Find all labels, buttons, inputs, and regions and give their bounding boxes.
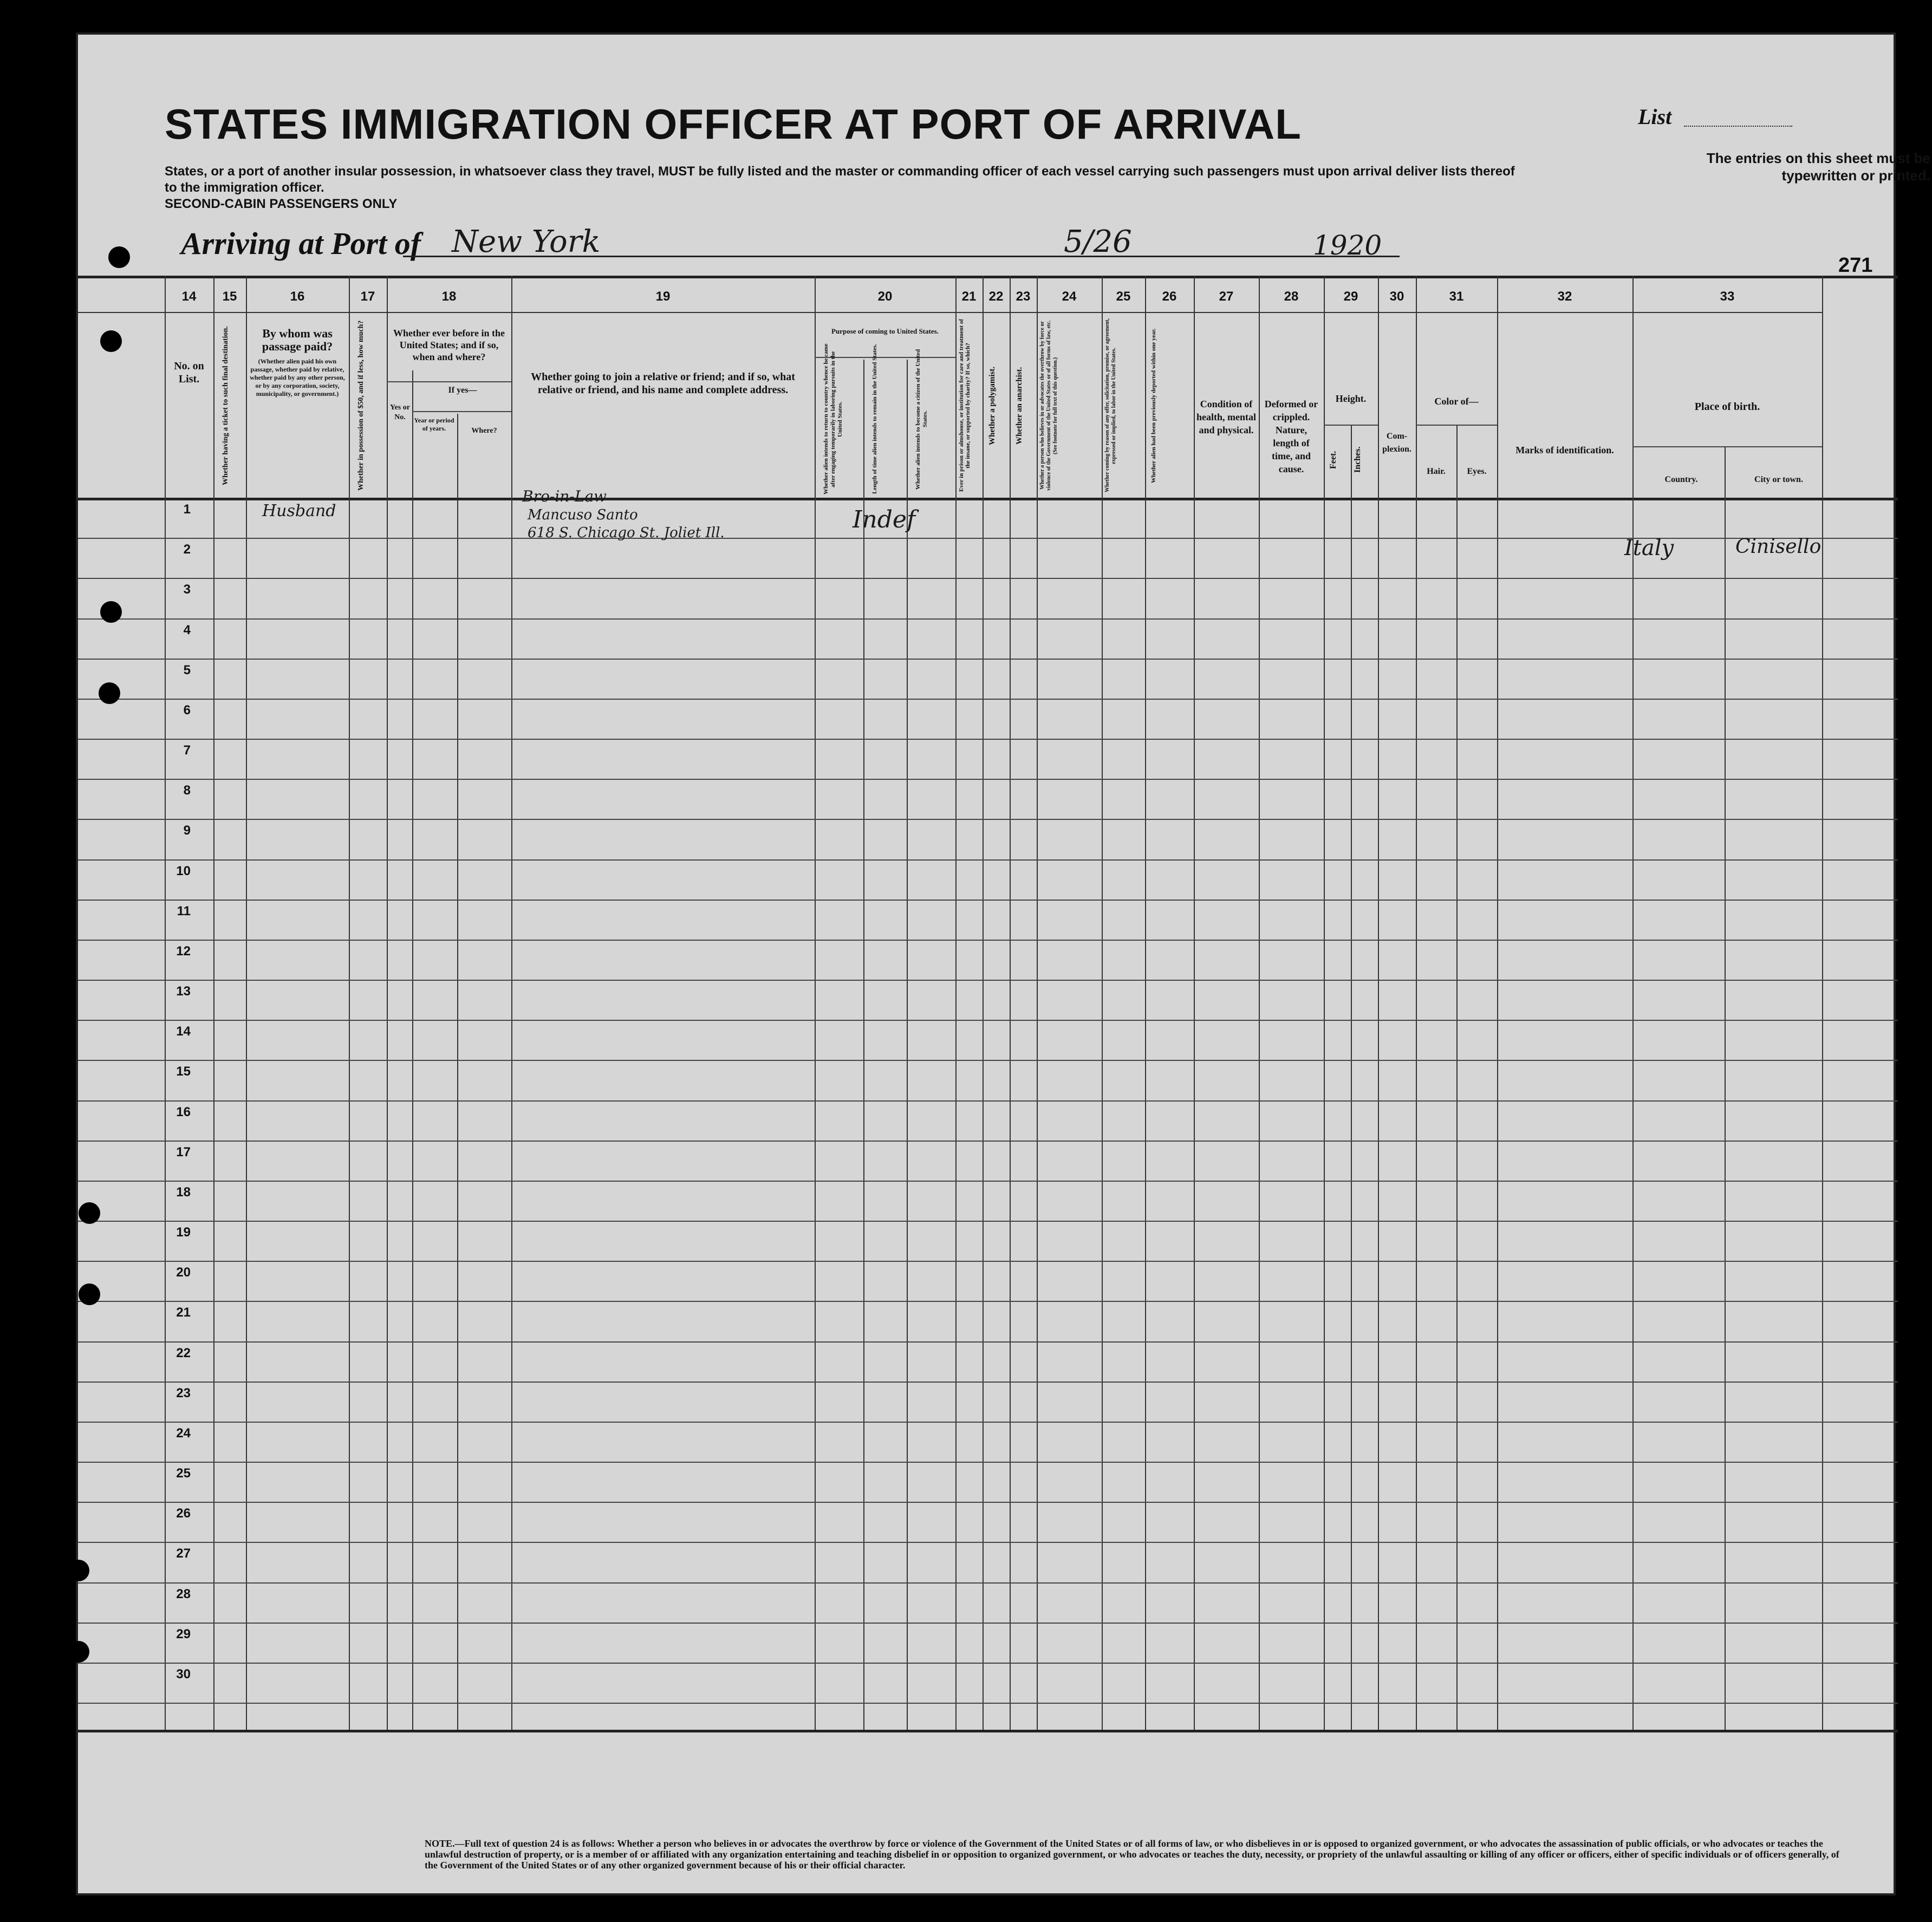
- col33-country: Country.: [1664, 475, 1698, 484]
- row-number: 21: [176, 1305, 191, 1320]
- row-number: 10: [176, 863, 191, 878]
- col29-feet: Feet.: [1329, 451, 1338, 469]
- col16-subtitle: (Whether alien paid his own passage, whether paid by relative, whether paid by any other person, or by any corporation, society, municipality, or government.): [250, 357, 345, 398]
- col18-year: Year or period of years.: [414, 416, 454, 432]
- row-line: [78, 1301, 1898, 1302]
- column-divider: [1037, 276, 1038, 1730]
- year-handwritten: 1920: [1313, 230, 1382, 261]
- row-number: 22: [176, 1345, 191, 1360]
- col-num-18: 18: [441, 289, 457, 304]
- row-number: 23: [176, 1385, 191, 1400]
- row-line: [78, 1060, 1898, 1061]
- row-line: [78, 1703, 1898, 1704]
- subcolumn-divider: [412, 370, 413, 1730]
- row-number: 9: [183, 823, 191, 838]
- column-divider: [1416, 276, 1417, 1730]
- col19-header: Whether going to join a relative or friend; and if so, what relative or friend, and his name and complete address.: [531, 371, 795, 396]
- column-divider: [815, 276, 816, 1730]
- row-number: 8: [183, 783, 191, 798]
- col20a-header: Whether alien intends to return to country whence he came after engaging temporarily in laboring pursuits in the United States.: [823, 343, 843, 495]
- instruction-line-2: SECOND-CABIN PASSENGERS ONLY: [165, 197, 398, 211]
- subheader-rule: [412, 411, 511, 412]
- column-number-row-border: [78, 312, 1822, 313]
- col28-header: Deformed or crippled. Nature, length of time, and cause.: [1264, 399, 1318, 474]
- row-line: [78, 699, 1898, 700]
- col-num-23: 23: [1016, 289, 1031, 304]
- column-divider: [1497, 276, 1498, 1730]
- punch-hole: [108, 246, 130, 268]
- col22-header: Whether a polygamist.: [988, 366, 997, 445]
- row-number: 2: [183, 542, 191, 557]
- col26-header: Whether alien had been previously deported within one year.: [1150, 328, 1157, 483]
- col-num-31: 31: [1449, 289, 1464, 304]
- col23-header: Whether an anarchist.: [1015, 367, 1024, 445]
- row-number: 16: [176, 1104, 191, 1119]
- column-divider: [1378, 276, 1379, 1730]
- row-line: [78, 1462, 1898, 1463]
- subcolumn-divider: [457, 414, 458, 1730]
- col20-header: Purpose of coming to United States.: [831, 327, 939, 335]
- col33-header: Place of birth.: [1694, 401, 1760, 413]
- row-line: [78, 859, 1898, 861]
- row-line: [78, 980, 1898, 981]
- subheader-rule: [1416, 425, 1497, 426]
- table-top-border: [78, 276, 1898, 278]
- column-divider: [1822, 276, 1823, 1730]
- entry-relative-address: 618 S. Chicago St. Joliet Ill.: [528, 525, 725, 541]
- col-num-25: 25: [1116, 289, 1131, 304]
- row-number: 7: [183, 743, 191, 758]
- row-number: 4: [183, 622, 191, 637]
- row-line: [78, 940, 1898, 941]
- row-number: 19: [176, 1225, 191, 1240]
- row-number: 5: [183, 662, 191, 677]
- col21-header: Ever in prison or almshouse, or institution for care and treatment of the insane, or supported by charity? If so, which?: [958, 319, 971, 492]
- col20c-header: Whether alien intends to become a citizen of the United States.: [915, 349, 928, 490]
- col30-header: Com- plexion.: [1382, 432, 1411, 454]
- col-num-27: 27: [1219, 289, 1234, 304]
- row-number: 13: [176, 984, 191, 999]
- col-num-30: 30: [1389, 289, 1404, 304]
- row-line: [78, 1261, 1898, 1262]
- arriving-label: Arriving at Port of: [181, 226, 421, 261]
- col-num-14: 14: [181, 289, 197, 304]
- col-num-32: 32: [1557, 289, 1572, 304]
- col18-header: Whether ever before in the United States; and if so, when and where?: [393, 328, 505, 362]
- subcolumn-divider: [1456, 425, 1458, 1730]
- row-line: [78, 1100, 1898, 1102]
- page-number: 271: [1838, 254, 1873, 277]
- entry-relative-name: Mancuso Santo: [528, 507, 638, 523]
- table-bottom-border: [78, 1730, 1898, 1732]
- list-number-line: [1684, 126, 1792, 127]
- row-number: 12: [176, 943, 191, 959]
- column-divider: [1010, 276, 1011, 1730]
- col-num-19: 19: [655, 289, 671, 304]
- row-line: [78, 659, 1898, 660]
- punch-hole: [68, 1560, 89, 1581]
- subheader-rule: [387, 381, 511, 382]
- col24-header: Whether a person who believes in or advocates the overthrow by force or violence of the Government of the United States or of all forms of law, etc. (See footnote for full text of this question.): [1039, 320, 1058, 491]
- header-bottom-border: [78, 498, 1898, 500]
- row-line: [78, 578, 1898, 579]
- row-line: [78, 1422, 1898, 1423]
- row-line: [78, 779, 1898, 780]
- entry-passage-paid: Husband: [262, 501, 336, 520]
- row-line: [78, 1020, 1898, 1021]
- col-num-29: 29: [1343, 289, 1358, 304]
- punch-hole: [79, 1283, 100, 1305]
- col-num-28: 28: [1284, 289, 1299, 304]
- punch-hole: [100, 330, 122, 352]
- col15-header: Whether having a ticket to such final destination.: [222, 326, 230, 485]
- column-divider: [983, 276, 984, 1730]
- row-line: [78, 819, 1898, 820]
- page-title: STATES IMMIGRATION OFFICER AT PORT OF ARRIVAL: [165, 100, 1302, 148]
- list-label: List: [1638, 105, 1672, 129]
- row-number: 29: [176, 1626, 191, 1641]
- col-num-33: 33: [1720, 289, 1735, 304]
- entry-city: Cinisello: [1735, 536, 1822, 558]
- col31-hair: Hair.: [1427, 467, 1446, 476]
- col18-ifyes: If yes—: [448, 386, 477, 395]
- col20b-header: Length of time alien intends to remain in the United States.: [871, 344, 878, 494]
- typewritten-note: The entries on this sheet must be typewritten or printed.: [1706, 150, 1930, 184]
- col-num-21: 21: [961, 289, 977, 304]
- row-number: 3: [183, 582, 191, 597]
- row-number: 1: [183, 502, 191, 517]
- col-num-24: 24: [1062, 289, 1077, 304]
- instructions: [165, 164, 1519, 212]
- subcolumn-divider: [1351, 425, 1352, 1730]
- col31-eyes: Eyes.: [1467, 467, 1487, 476]
- col27-header: Condition of health, mental and physical.: [1196, 399, 1256, 435]
- row-number: 26: [176, 1506, 191, 1521]
- entry-length-of-stay: Indef: [853, 506, 916, 533]
- row-line: [78, 739, 1898, 740]
- row-number: 20: [176, 1265, 191, 1280]
- column-divider: [1145, 276, 1146, 1730]
- instruction-line-1: States, or a port of another insular possession, in whatsoever class they travel, MUST be fully listed and the master or commanding officer of each vessel carrying such passengers must upon arrival deliver lists thereof to the immigration officer.: [165, 164, 1515, 195]
- row-line: [78, 1181, 1898, 1182]
- port-handwritten: New York: [452, 224, 601, 259]
- row-number: 28: [176, 1586, 191, 1601]
- row-number: 15: [176, 1064, 191, 1079]
- row-line: [78, 1582, 1898, 1584]
- col25-header: Whether coming by reason of any offer, solicitation, promise, or agreement, expressed or implied, to labor in the United States.: [1104, 318, 1117, 493]
- row-line: [78, 1502, 1898, 1503]
- column-divider: [1259, 276, 1260, 1730]
- col18-yesno: Yes or No.: [390, 403, 410, 421]
- row-line: [78, 1382, 1898, 1383]
- row-number: 25: [176, 1466, 191, 1481]
- col31-header: Color of—: [1434, 396, 1479, 407]
- row-number: 27: [176, 1546, 191, 1561]
- subheader-rule: [1324, 425, 1378, 426]
- manifest-sheet: [76, 32, 1930, 1895]
- col32-header: Marks of identification.: [1515, 445, 1614, 455]
- subheader-rule: [1632, 446, 1822, 447]
- row-line: [78, 1542, 1898, 1543]
- col17-header: Whether in possession of $50, and if less, how much?: [357, 320, 365, 491]
- row-line: [78, 1663, 1898, 1664]
- subcolumn-divider: [863, 360, 864, 1730]
- col-num-26: 26: [1162, 289, 1177, 304]
- column-divider: [1324, 276, 1325, 1730]
- column-divider: [1102, 276, 1103, 1730]
- col-num-15: 15: [222, 289, 237, 304]
- row-number: 18: [176, 1184, 191, 1200]
- row-number: 6: [183, 702, 191, 718]
- row-line: [78, 1623, 1898, 1624]
- col-num-16: 16: [290, 289, 305, 304]
- column-divider: [511, 276, 512, 1730]
- row-line: [78, 1341, 1898, 1343]
- column-divider: [1194, 276, 1195, 1730]
- column-divider: [387, 276, 388, 1730]
- column-divider: [1632, 276, 1634, 1730]
- subcolumn-divider: [907, 360, 908, 1730]
- col14-header: No. on List.: [174, 360, 204, 385]
- row-number: 11: [177, 903, 191, 918]
- entry-country: Italy: [1624, 536, 1674, 561]
- punch-hole: [68, 1641, 89, 1663]
- column-divider: [349, 276, 350, 1730]
- punch-hole: [100, 601, 122, 623]
- column-divider: [955, 276, 957, 1730]
- row-line: [78, 900, 1898, 901]
- col16-title: By whom was passage paid?: [262, 327, 333, 353]
- punch-hole: [99, 682, 120, 704]
- col18-where: Where?: [471, 427, 497, 435]
- punch-hole: [79, 1202, 100, 1224]
- date-handwritten: 5/26: [1064, 224, 1132, 259]
- col-num-22: 22: [988, 289, 1004, 304]
- row-number: 17: [176, 1144, 191, 1159]
- row-line: [78, 618, 1898, 620]
- col-num-20: 20: [877, 289, 893, 304]
- row-number: 30: [176, 1666, 191, 1682]
- row-line: [78, 1221, 1898, 1222]
- col29-header: Height.: [1335, 393, 1367, 404]
- entry-relative: Bro-in-Law: [522, 487, 607, 505]
- col16-header: [249, 327, 346, 398]
- col33-city: City or town.: [1754, 475, 1803, 484]
- row-line: [78, 1141, 1898, 1142]
- row-number: 14: [176, 1024, 191, 1039]
- subcolumn-divider: [1725, 446, 1726, 1730]
- column-divider: [213, 276, 214, 1730]
- footnote: NOTE.—Full text of question 24 is as follows: Whether a person who believes in or advocates the overthrow by force or violence of the Government of the United States or of all forms of law, or who disbelieves in or is opposed to organized government, or who advocates the assassination of public officials, or who advocates or teaches the unlawful destruction of property, or is a member of or affiliated with any organization entertaining and teaching disbelief in or opposition to organized government, or who advocates or teaches the duty, necessity, or propriety of the unlawful assaulting or killing of any officer or officers, either of specific individuals or of officers generally, of the Government of the United States or of any other organized government because of his or their official character.: [425, 1838, 1839, 1871]
- col29-inches: Inches.: [1353, 446, 1362, 473]
- col-num-17: 17: [360, 289, 375, 304]
- row-number: 24: [176, 1425, 191, 1441]
- column-divider: [246, 276, 247, 1730]
